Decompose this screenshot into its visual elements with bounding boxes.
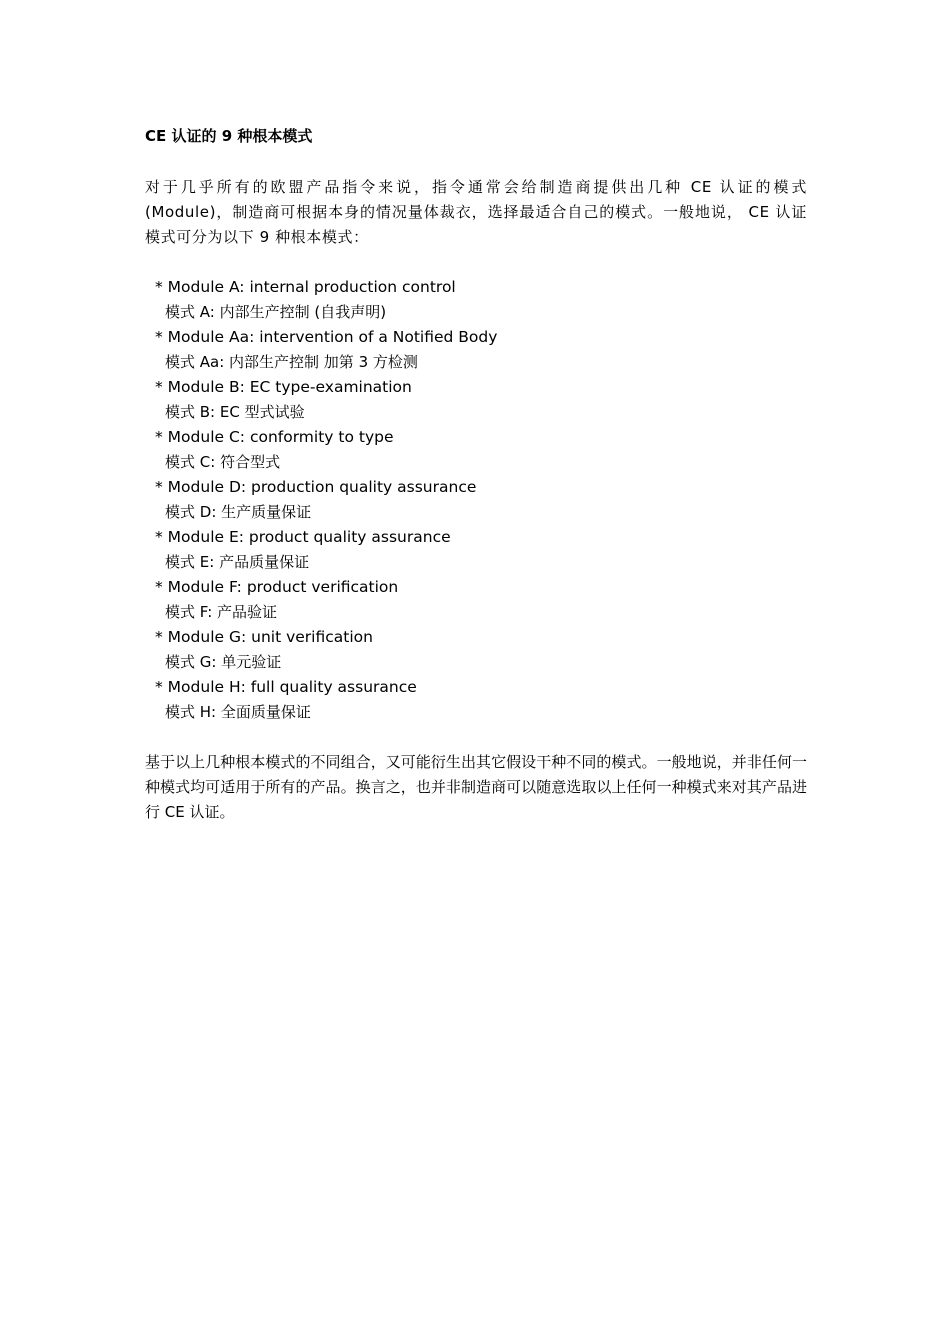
module-item-g <box>145 625 807 675</box>
module-item-aa <box>145 325 807 375</box>
module-item-e <box>145 525 807 575</box>
module-chinese-label: 模式 F: 产品验证 <box>165 603 278 621</box>
module-item-d <box>145 475 807 525</box>
module-list <box>145 275 807 725</box>
module-english-label: * Module D: production quality assurance <box>155 478 477 496</box>
module-chinese-label: 模式 D: 生产质量保证 <box>165 503 312 521</box>
module-english-label: * Module H: full quality assurance <box>155 678 417 696</box>
outro-paragraph: 基于以上几种根本模式的不同组合，又可能衍生出其它假设干种不同的模式。一般地说，并非任何一种模式均可适用于所有的产品。换言之，也并非制造商可以随意选取以上任何一种模式来对其产品进行 CE 认证。 <box>145 753 807 821</box>
module-english-label: * Module B: EC type-examination <box>155 378 412 396</box>
module-chinese-label: 模式 H: 全面质量保证 <box>165 703 311 721</box>
module-item-a <box>145 275 807 325</box>
document-body <box>145 124 807 825</box>
module-english-label: * Module Aa: intervention of a Notified Body <box>155 328 498 346</box>
module-english-label: * Module E: product quality assurance <box>155 528 451 546</box>
intro-paragraph: 对于几乎所有的欧盟产品指令来说，指令通常会给制造商提供出几种 CE 认证的模式 (Module)，制造商可根据本身的情况量体裁衣，选择最适合自己的模式。一般地说， CE 认证模式可分为以下 9 种根本模式： <box>145 178 807 246</box>
module-english-label: * Module C: conformity to type <box>155 428 394 446</box>
module-item-f <box>145 575 807 625</box>
module-chinese-label: 模式 C: 符合型式 <box>165 453 281 471</box>
module-item-c <box>145 425 807 475</box>
document-title: CE 认证的 9 种根本模式 <box>145 127 313 145</box>
module-chinese-label: 模式 G: 单元验证 <box>165 653 282 671</box>
module-english-label: * Module G: unit verification <box>155 628 373 646</box>
module-chinese-label: 模式 B: EC 型式试验 <box>165 403 305 421</box>
module-chinese-label: 模式 Aa: 内部生产控制 加第 3 方检测 <box>165 353 418 371</box>
module-item-b <box>145 375 807 425</box>
module-item-h <box>145 675 807 725</box>
module-chinese-label: 模式 E: 产品质量保证 <box>165 553 310 571</box>
module-english-label: * Module A: internal production control <box>155 278 456 296</box>
module-english-label: * Module F: product verification <box>155 578 399 596</box>
module-chinese-label: 模式 A: 内部生产控制 (自我声明) <box>165 303 387 321</box>
